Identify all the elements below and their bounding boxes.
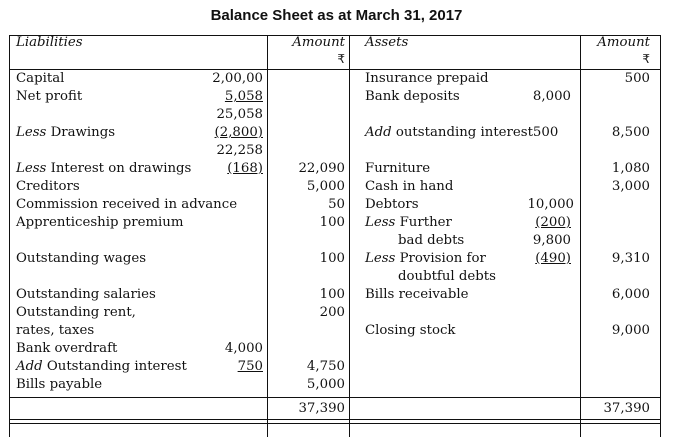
furniture-amount: 1,080 bbox=[611, 161, 650, 176]
provision-label bbox=[365, 250, 486, 268]
debtors-subtotal: 9,800 bbox=[532, 233, 571, 248]
apprenticeship-amount: 100 bbox=[319, 215, 345, 230]
header-assets-currency: ₹ bbox=[642, 52, 650, 66]
bank-deposits-value: 8,000 bbox=[532, 89, 571, 104]
bank-overdraft-total: 4,750 bbox=[306, 359, 345, 374]
bank-overdraft-label: Bank overdraft bbox=[16, 341, 118, 356]
assets-total: 37,390 bbox=[603, 401, 650, 416]
further-bad-debts-label-cont: bad debts bbox=[398, 233, 465, 248]
creditors-amount: 5,000 bbox=[306, 179, 345, 194]
page-title: Balance Sheet as at March 31, 2017 bbox=[210, 7, 463, 24]
drawings-value: (2,800) bbox=[214, 125, 263, 140]
outstanding-interest-label bbox=[16, 358, 187, 376]
capital-subtotal-2: 22,258 bbox=[216, 143, 263, 158]
capital-value: 2,00,00 bbox=[212, 71, 263, 86]
header-liabilities: Liabilities bbox=[16, 35, 83, 50]
liabilities-total: 37,390 bbox=[298, 401, 345, 416]
bank-deposits-total: 8,500 bbox=[611, 125, 650, 140]
total-bottom-rule-1 bbox=[9, 419, 661, 420]
bank-deposits-label: Bank deposits bbox=[365, 89, 460, 104]
bills-receivable-label: Bills receivable bbox=[365, 287, 469, 302]
commission-amount: 50 bbox=[328, 197, 345, 212]
capital-subtotal-1: 25,058 bbox=[216, 107, 263, 122]
less-word: Less bbox=[365, 251, 396, 266]
outstanding-interest-value: 750 bbox=[237, 359, 263, 374]
total-bottom-rule-2 bbox=[9, 423, 661, 424]
commission-label: Commission received in advance bbox=[16, 197, 238, 212]
outstanding-salaries-label: Outstanding salaries bbox=[16, 287, 156, 302]
bank-interest-label bbox=[365, 124, 558, 142]
further-bad-debts-text: Further bbox=[395, 215, 452, 230]
drawings-text: Drawings bbox=[46, 125, 116, 140]
bills-receivable-amount: 6,000 bbox=[611, 287, 650, 302]
outstanding-rent-amount: 200 bbox=[319, 305, 345, 320]
header-assets-amount: Amount bbox=[597, 35, 650, 50]
outstanding-wages-label: Outstanding wages bbox=[16, 251, 147, 266]
header-liabilities-amount: Amount bbox=[292, 35, 345, 50]
bills-payable-amount: 5,000 bbox=[306, 377, 345, 392]
bank-interest-text: outstanding interest500 bbox=[391, 125, 559, 140]
col-border-right bbox=[660, 35, 661, 437]
outstanding-rent-label: Outstanding rent, bbox=[16, 305, 136, 320]
capital-label: Capital bbox=[16, 71, 65, 86]
drawings-label bbox=[16, 124, 115, 142]
debtors-total: 9,310 bbox=[611, 251, 650, 266]
col-border-left bbox=[9, 35, 10, 437]
insurance-prepaid-label: Insurance prepaid bbox=[365, 71, 489, 86]
bank-overdraft-value: 4,000 bbox=[224, 341, 263, 356]
header-assets: Assets bbox=[365, 35, 409, 50]
col-border-liab-amount bbox=[267, 35, 268, 437]
further-bad-debts-label bbox=[365, 214, 452, 232]
insurance-prepaid-amount: 500 bbox=[624, 71, 650, 86]
header-divider bbox=[9, 69, 661, 70]
closing-stock-amount: 9,000 bbox=[611, 323, 650, 338]
interest-on-drawings-value: (168) bbox=[227, 161, 263, 176]
col-border-assets bbox=[349, 35, 350, 437]
debtors-value: 10,000 bbox=[527, 197, 574, 212]
furniture-label: Furniture bbox=[365, 161, 431, 176]
cash-in-hand-label: Cash in hand bbox=[365, 179, 454, 194]
less-word: Less bbox=[16, 125, 47, 140]
add-word: Add bbox=[365, 125, 392, 140]
provision-value: (490) bbox=[535, 251, 571, 266]
closing-stock-label: Closing stock bbox=[365, 323, 456, 338]
less-word: Less bbox=[365, 215, 396, 230]
cash-in-hand-amount: 3,000 bbox=[611, 179, 650, 194]
provision-label-cont: doubtful debts bbox=[398, 269, 496, 284]
header-liabilities-currency: ₹ bbox=[337, 52, 345, 66]
outstanding-salaries-amount: 100 bbox=[319, 287, 345, 302]
apprenticeship-label: Apprenticeship premium bbox=[16, 215, 184, 230]
add-word: Add bbox=[16, 359, 43, 374]
outstanding-rent-label-cont: rates, taxes bbox=[16, 323, 95, 338]
total-top-rule bbox=[9, 397, 661, 398]
provision-text: Provision for bbox=[395, 251, 486, 266]
col-border-assets-amount bbox=[580, 35, 581, 437]
capital-total-amount: 22,090 bbox=[298, 161, 345, 176]
creditors-label: Creditors bbox=[16, 179, 80, 194]
further-bad-debts-value: (200) bbox=[535, 215, 571, 230]
bills-payable-label: Bills payable bbox=[16, 377, 103, 392]
outstanding-wages-amount: 100 bbox=[319, 251, 345, 266]
outstanding-interest-text: Outstanding interest bbox=[42, 359, 187, 374]
less-word: Less bbox=[16, 161, 47, 176]
net-profit-value: 5,058 bbox=[224, 89, 263, 104]
interest-on-drawings-text: Interest on drawings bbox=[46, 161, 192, 176]
interest-on-drawings-label bbox=[16, 160, 191, 178]
debtors-label: Debtors bbox=[365, 197, 419, 212]
net-profit-label: Net profit bbox=[16, 89, 83, 104]
